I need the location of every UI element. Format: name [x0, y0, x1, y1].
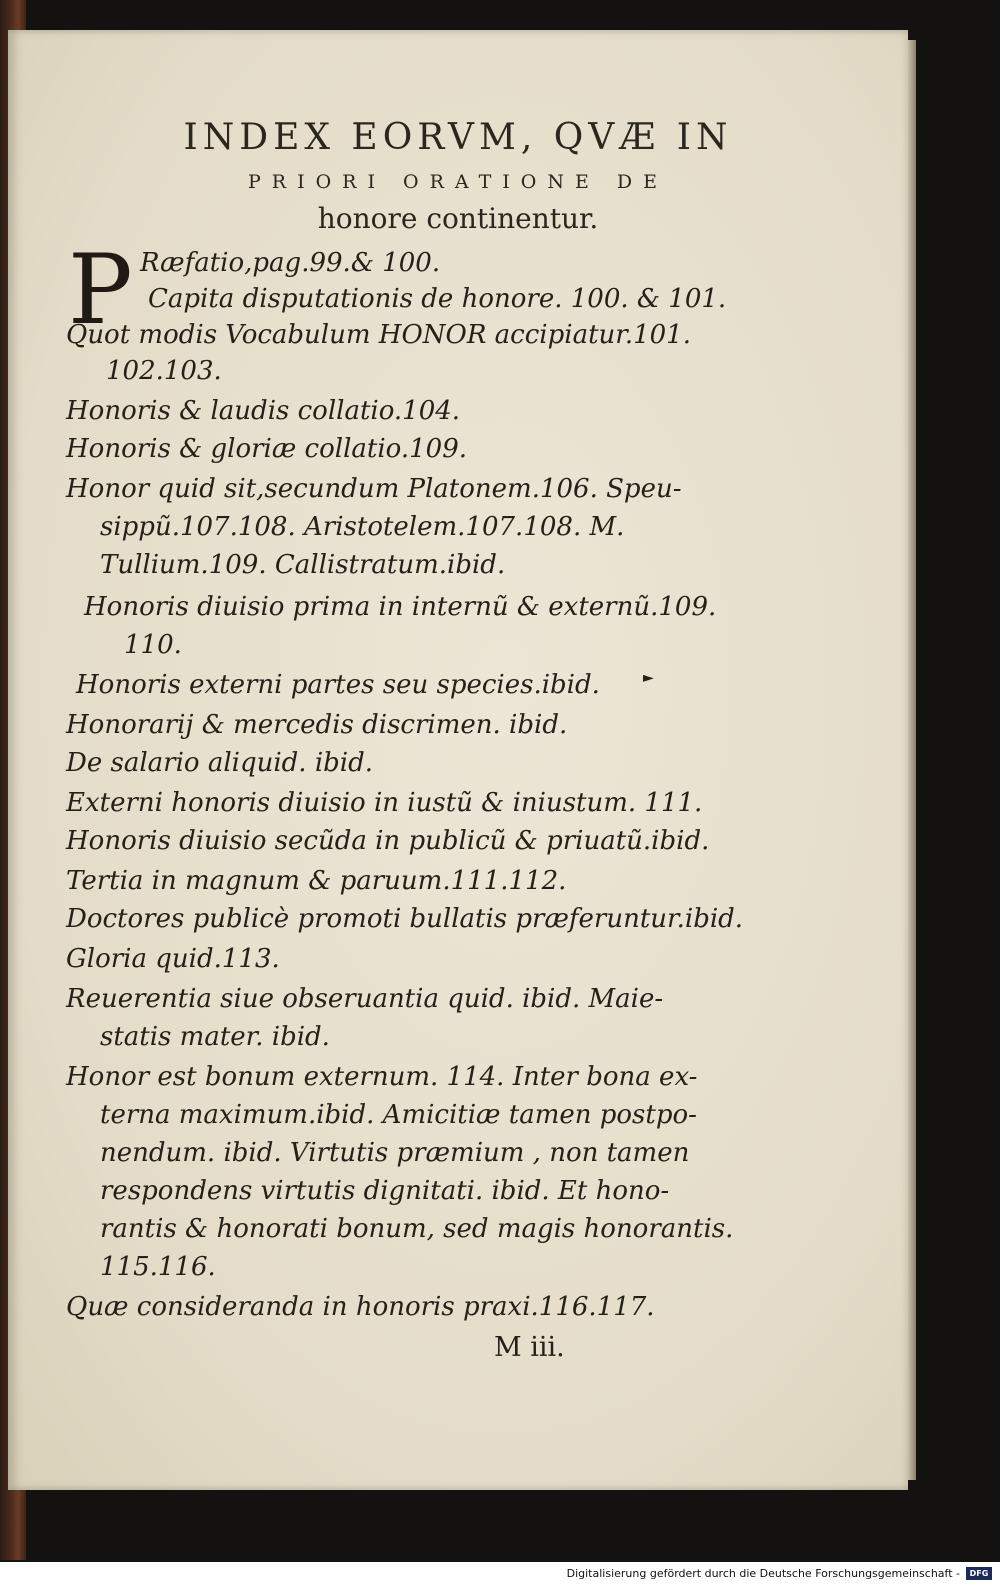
page-edge: [908, 40, 916, 1480]
index-entry: Honor est bonum externum. 114. Inter bona ex-: [66, 1062, 698, 1092]
margin-pointer-icon: ►: [643, 670, 654, 686]
index-entry: respondens virtutis dignitati. ibid. Et hono-: [100, 1176, 670, 1206]
index-entry: Quot modis Vocabulum HONOR accipiatur.101.: [66, 320, 691, 350]
heading-line-2: PRIORI ORATIONE DE: [248, 171, 668, 193]
index-entry: Honoris & laudis collatio.104.: [66, 396, 461, 426]
index-entry: Honoris externi partes seu species.ibid.: [76, 670, 600, 700]
signature-mark: M iii.: [494, 1332, 565, 1363]
index-entry: 102.103.: [106, 356, 222, 386]
index-entry: 110.: [124, 630, 182, 660]
drop-cap-initial: P: [68, 234, 133, 346]
index-entry: Doctores publicè promoti bullatis præferuntur.ibid.: [66, 904, 744, 934]
index-entry: terna maximum.ibid. Amicitiæ tamen postpo-: [100, 1100, 697, 1130]
index-entry: Honoris & gloriæ collatio.109.: [66, 434, 468, 464]
dfg-logo: DFG: [966, 1567, 992, 1580]
index-entry: Honorarij & mercedis discrimen. ibid.: [66, 710, 568, 740]
index-entry: Honor quid sit,secundum Platonem.106. Speu-: [66, 474, 682, 504]
footer-credit: Digitalisierung gefördert durch die Deutsche Forschungsgemeinschaft -: [566, 1567, 960, 1580]
footer-bar: [0, 1562, 1000, 1586]
index-entry: Honoris diuisio secũda in publicũ & priuatũ.ibid.: [66, 826, 710, 856]
index-entry: Tertia in magnum & paruum.111.112.: [66, 866, 567, 896]
heading-line-1: INDEX EORVM, QVÆ IN: [183, 117, 733, 158]
index-entry: statis mater. ibid.: [100, 1022, 330, 1052]
index-entry: sippũ.107.108. Aristotelem.107.108. M.: [100, 512, 625, 542]
index-entry: Reuerentia siue obseruantia quid. ibid. Maie-: [66, 984, 664, 1014]
index-entry: Tullium.109. Callistratum.ibid.: [100, 550, 506, 580]
index-entry: nendum. ibid. Virtutis præmium , non tamen: [100, 1138, 690, 1168]
index-entry: Capita disputationis de honore. 100. & 101.: [148, 284, 727, 314]
index-entry: Honoris diuisio prima in internũ & externũ.109.: [84, 592, 717, 622]
index-entry: rantis & honorati bonum, sed magis honorantis.: [100, 1214, 734, 1244]
index-entry: Externi honoris diuisio in iustũ & iniustum. 111.: [66, 788, 703, 818]
book-page: [8, 30, 908, 1490]
index-entry: De salario aliquid. ibid.: [66, 748, 374, 778]
index-entries: [8, 30, 908, 1490]
index-entry: Gloria quid.113.: [66, 944, 280, 974]
index-entry: 115.116.: [100, 1252, 216, 1282]
heading-line-3: honore continentur.: [317, 202, 599, 235]
index-entry: Ræfatio,pag.99.& 100.: [140, 248, 441, 278]
index-entry: Quæ consideranda in honoris praxi.116.117.: [66, 1292, 655, 1322]
